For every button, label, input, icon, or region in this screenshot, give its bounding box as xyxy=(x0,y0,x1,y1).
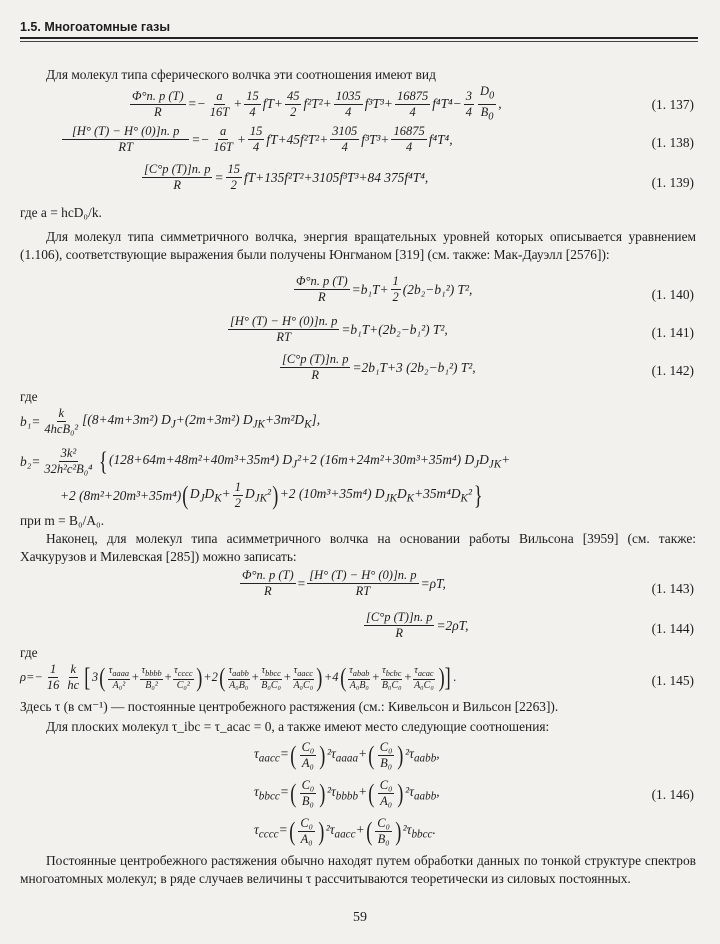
eq-number-1-146: (1. 146) xyxy=(651,787,694,802)
equation-1-146-c: $\tau_{cccc}=$ ( C₀ A₀ ) $^2\tau_{aacc}+$ ( C₀ B₀ ) $^2\tau_{bbcc}$. xyxy=(254,816,436,846)
eq-number-1-142: (1. 142) xyxy=(651,363,694,378)
paragraph-where-b: где xyxy=(20,389,38,404)
paragraph-planar: Для плоских молекул τ_ibc = τ_acac = 0, а также имеют место следующие соотношения: xyxy=(46,719,550,734)
equation-1-146-a: $\tau_{aacc}=$ ( C₀ A₀ ) $^2\tau_{aaaa}+$ ( C₀ B₀ ) $^2\tau_{aabb}$, xyxy=(254,740,440,770)
paragraph-symmetric-top: Для молекул типа симметричного волчка, энергия вращательных уровней которых описывается уравнением (1.106), соответствующие выражения были получены Юнгманом [319] (см. также: Мак-Дауэлл [2576]): xyxy=(20,229,696,262)
paragraph-spherical-top: Для молекул типа сферического волчка эти соотношения имеют вид xyxy=(46,67,436,82)
eq-number-1-137: (1. 137) xyxy=(651,97,694,112)
eq-number-1-144: (1. 144) xyxy=(651,621,694,636)
equation-1-141: [H° (T) − H° (0)]п. р RT =b₁T+(2b₂−b₁²) T², xyxy=(230,314,448,344)
equation-b2-line1: b₂= $\frac{\text{3k²}}{\text{32h²c²B₀⁴}}$ { (128+64m+48m²+40m³+35m⁴) $D_J^2+2$ (16m+24m²+30m³+35m⁴) $D_JD_{JK}+$ xyxy=(20,446,511,476)
eq-number-1-138: (1. 138) xyxy=(651,135,694,150)
header-rule-thin xyxy=(20,41,698,42)
paragraph-where-rho: где xyxy=(20,645,38,660)
equation-1-139: [C°p (T)]п. р R = $\frac{15}{2}$ fT+135f²T²+3105f³T³+84 375f⁴T⁴, xyxy=(144,162,429,192)
header-rule xyxy=(20,37,698,39)
equation-1-144: [C°p (T)]п. р R =2ρT, xyxy=(366,610,469,640)
equation-1-143: Φ°п. р (T) R = [H° (T) − H° (0)]п. р RT =ρT, xyxy=(242,568,446,598)
paragraph-asymmetric-top: Наконец, для молекул типа асимметричного волчка на основании работы Вильсона [3959] (см. также: Хачкурузов и Милевская [285]) можно записать: xyxy=(20,531,696,564)
page-number: 59 xyxy=(353,910,367,925)
eq-number-1-143: (1. 143) xyxy=(651,581,694,596)
equation-1-140: Φ°п. р (T) R =b₁T+ $\frac{1}{2}$ (2b₂−b₁²) T², xyxy=(296,274,473,304)
eq-number-1-139: (1. 139) xyxy=(651,175,694,190)
equation-b1: b₁= k 4hcB₀² [(8+4m+3m²) $D_J+(2m+3m^2)$ $D_{JK}+3m^2D_K$], xyxy=(20,406,321,436)
equation-1-137: Φ°п. р (T) R =− $\frac{a}{16T}$ + $\frac{15}{4}$ fT+ $\frac{45}{2}$ f²T²+ $\frac{1035}{4}$ f³T³+ $\frac{16875}{4}$ f⁴T⁴− $\frac{3}{4}$ $D_0$ $B_0$ , xyxy=(132,84,502,122)
eq-number-1-140: (1. 140) xyxy=(651,287,694,302)
paragraph-conclusion: Постоянные центробежного растяжения обычно находят путем обработки данных по тонкой структуре спектров многоатомных молекул; в ряде случаев величины τ рассчитываются теоретически из силовых постоянных. xyxy=(20,853,696,886)
paragraph-with-m: при m = B₀/A₀. xyxy=(20,513,105,528)
equation-1-145: ρ=− $\frac{1}{16}$ k hc [ 3 ( $\tau_{aaaa}$ A₀² + $\tau_{bbbb}$ B₀² + $\tau_{cccc}$ C₀² ) +2 ( $\tau_{aabb}$ A₀B₀ + $\tau_{bbcc}$ B₀C₀ + $\tau_{aacc}$ A₀C₀ ) +4 ( $\tau_{abab}$ A₀B₀ + $\tau_{bcbc}$ B₀C₀ + $\tau_{acac}$ A₀C₀ )] . xyxy=(20,662,457,692)
eq-number-1-145: (1. 145) xyxy=(651,673,694,688)
equation-b2-line2: +2 (8m²+20m³+35m⁴) ( $D_JD_K+$ $\frac{1}{2}$ $D_{JK}^2$ ) +2 (10m³+35m⁴) $D_{JK}D_K+35m^4D_K^2$ } xyxy=(60,480,483,510)
paragraph-where-a: где a = hcD₀/k. xyxy=(20,205,102,220)
equation-1-146-b: $\tau_{bbcc}=$ ( C₀ B₀ ) $^2\tau_{bbbb}+$ ( C₀ A₀ ) $^2\tau_{aabb}$, xyxy=(254,778,440,808)
equation-1-142: [C°p (T)]п. р R =2b₁T+3 (2b₂−b₁²) T², xyxy=(282,352,476,382)
equation-1-138: [H° (T) − H° (0)]п. р RT =− $\frac{a}{16T}$ + $\frac{15}{4}$ fT+45f²T²+ $\frac{3105}{4}$ f³T³+ $\frac{16875}{4}$ f⁴T⁴, xyxy=(60,124,453,155)
eq-number-1-141: (1. 141) xyxy=(651,325,694,340)
paragraph-here-tau: Здесь τ (в см⁻¹) — постоянные центробежного растяжения (см.: Кивельсон и Вильсон [2263]). xyxy=(20,699,559,714)
section-header: 1.5. Многоатомные газы xyxy=(20,20,171,34)
